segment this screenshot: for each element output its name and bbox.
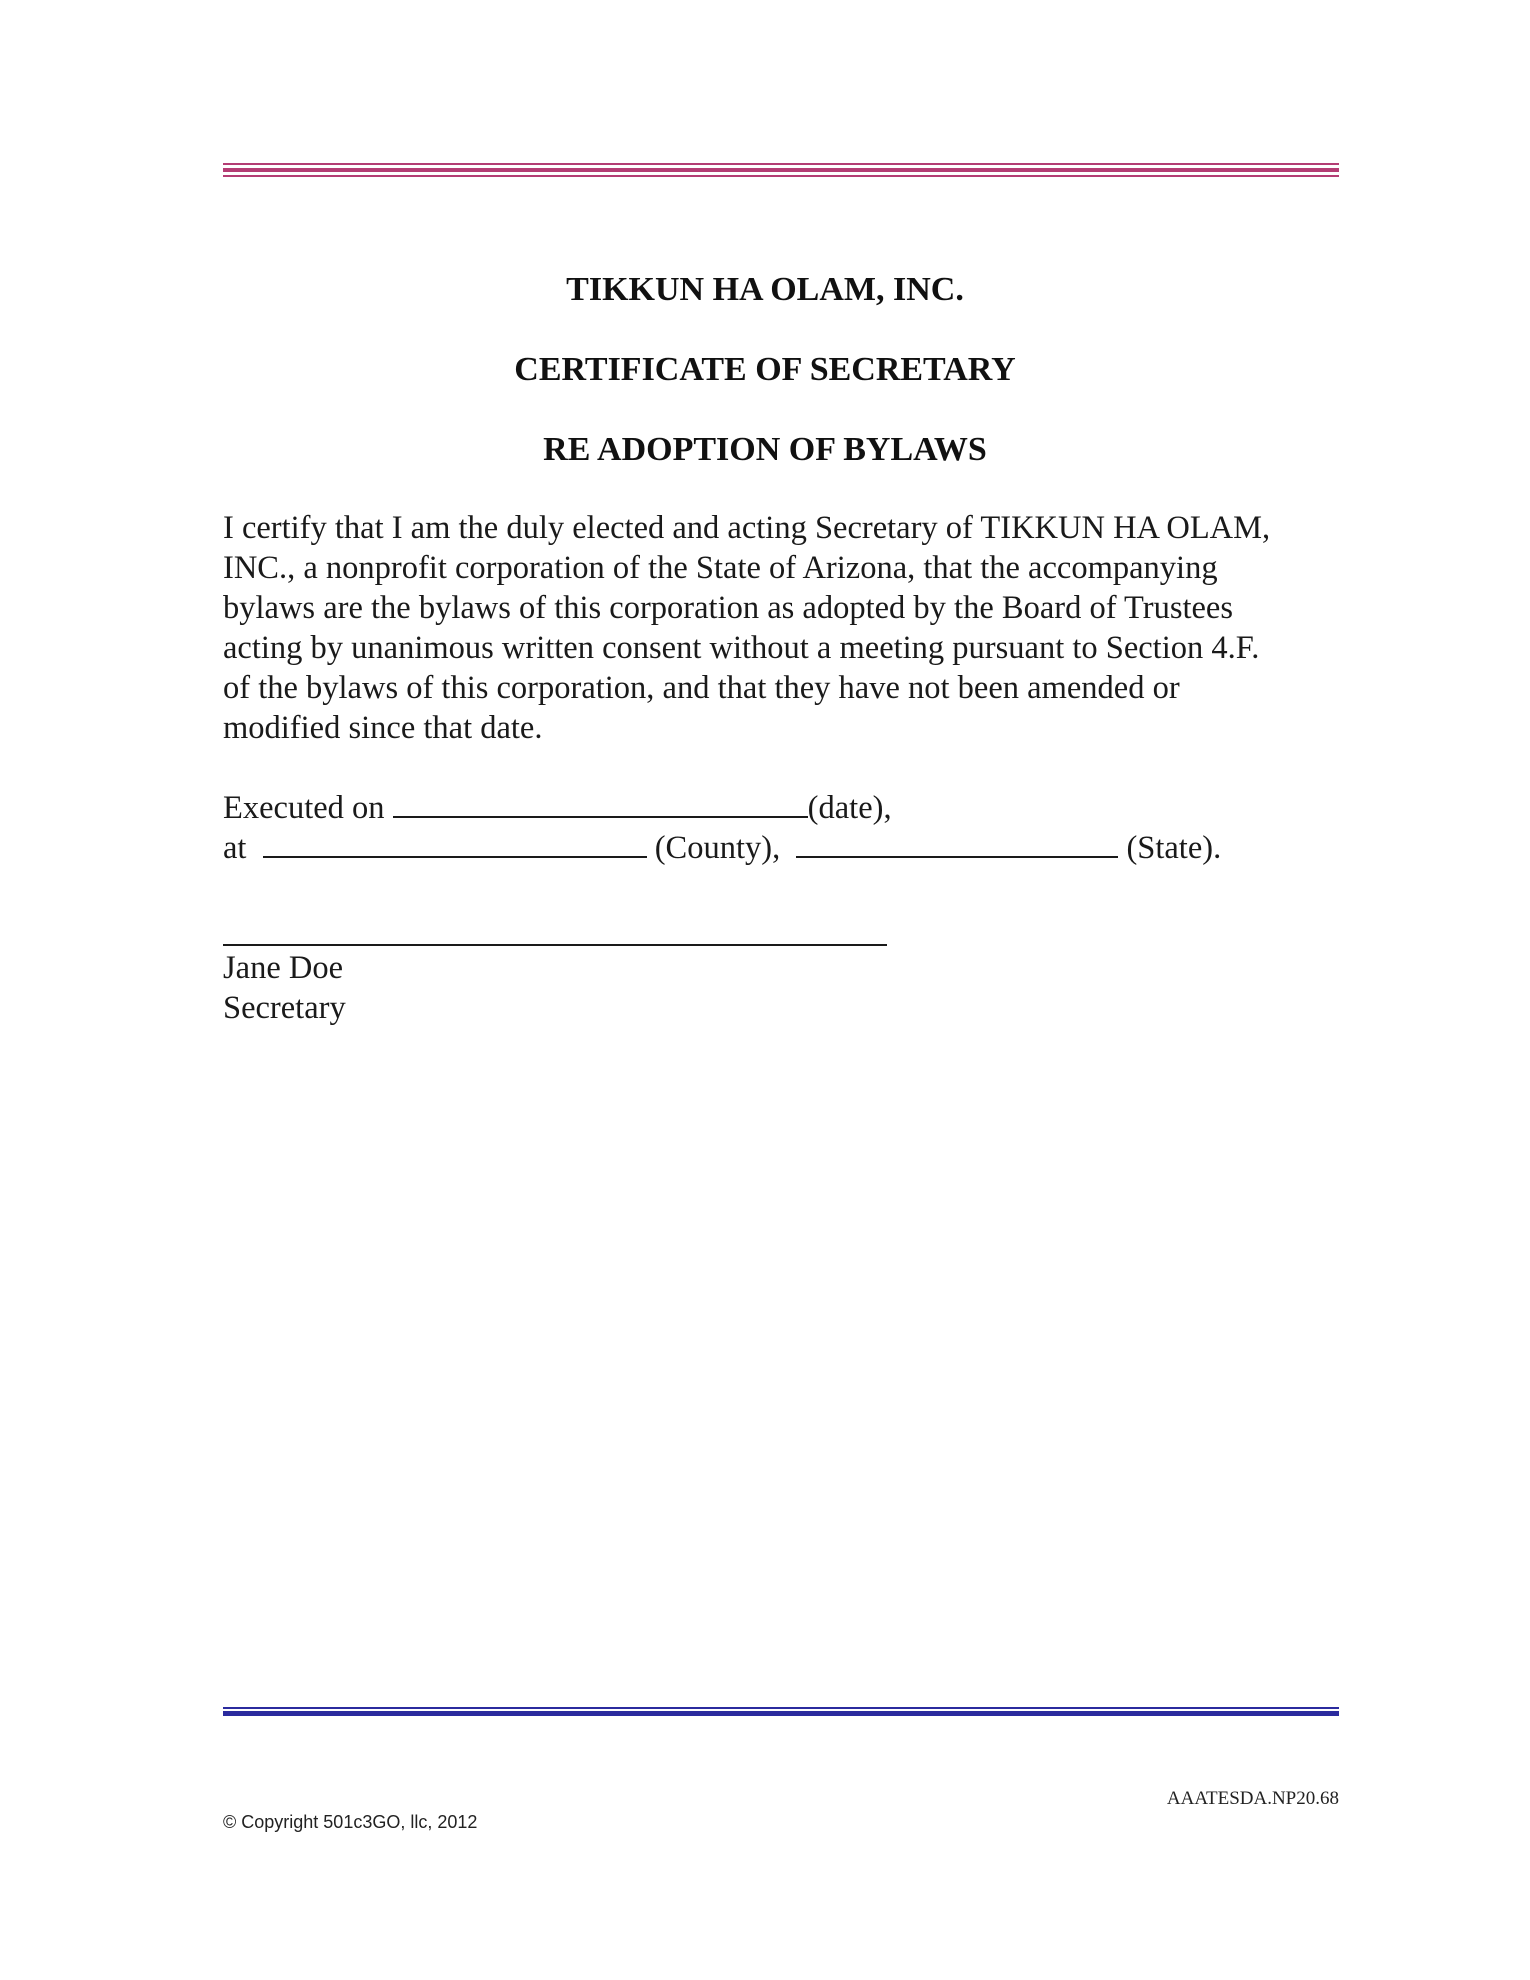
paragraph-line: bylaws are the bylaws of this corporation as adopted by the Board of Trustees (223, 590, 1234, 626)
signer-title: Secretary (223, 990, 346, 1026)
top-decorative-rule (223, 163, 1339, 179)
date-label: (date), (807, 790, 892, 826)
executed-on-label: Executed on (223, 790, 385, 826)
copyright-notice: © Copyright 501c3GO, llc, 2012 (223, 1812, 478, 1832)
company-name: TIKKUN HA OLAM, INC. (566, 271, 964, 308)
signature-line[interactable] (223, 944, 887, 946)
state-blank-field[interactable] (796, 828, 1118, 858)
bottom-decorative-rule (223, 1707, 1339, 1719)
executed-on-line (223, 788, 1343, 828)
county-blank-field[interactable] (263, 828, 647, 858)
certification-paragraph (223, 508, 1343, 748)
signer-name: Jane Doe (223, 950, 344, 986)
paragraph-line: INC., a nonprofit corporation of the State of Arizona, that the accompanying (223, 550, 1218, 586)
certificate-title: CERTIFICATE OF SECRETARY (514, 351, 1016, 388)
date-blank-field[interactable] (393, 788, 808, 818)
county-label: (County), (654, 830, 781, 866)
document-code: AAATESDA.NP20.68 (1166, 1788, 1339, 1809)
paragraph-line: acting by unanimous written consent without a meeting pursuant to Section 4.F. (223, 630, 1260, 666)
certificate-subject: RE ADOPTION OF BYLAWS (543, 431, 987, 468)
paragraph-line: I certify that I am the duly elected and acting Secretary of TIKKUN HA OLAM, (223, 510, 1271, 546)
location-line (223, 828, 1343, 868)
paragraph-line: of the bylaws of this corporation, and that they have not been amended or (223, 670, 1180, 706)
at-label: at (223, 830, 247, 866)
state-label: (State). (1126, 830, 1222, 866)
paragraph-line: modified since that date. (223, 710, 543, 746)
